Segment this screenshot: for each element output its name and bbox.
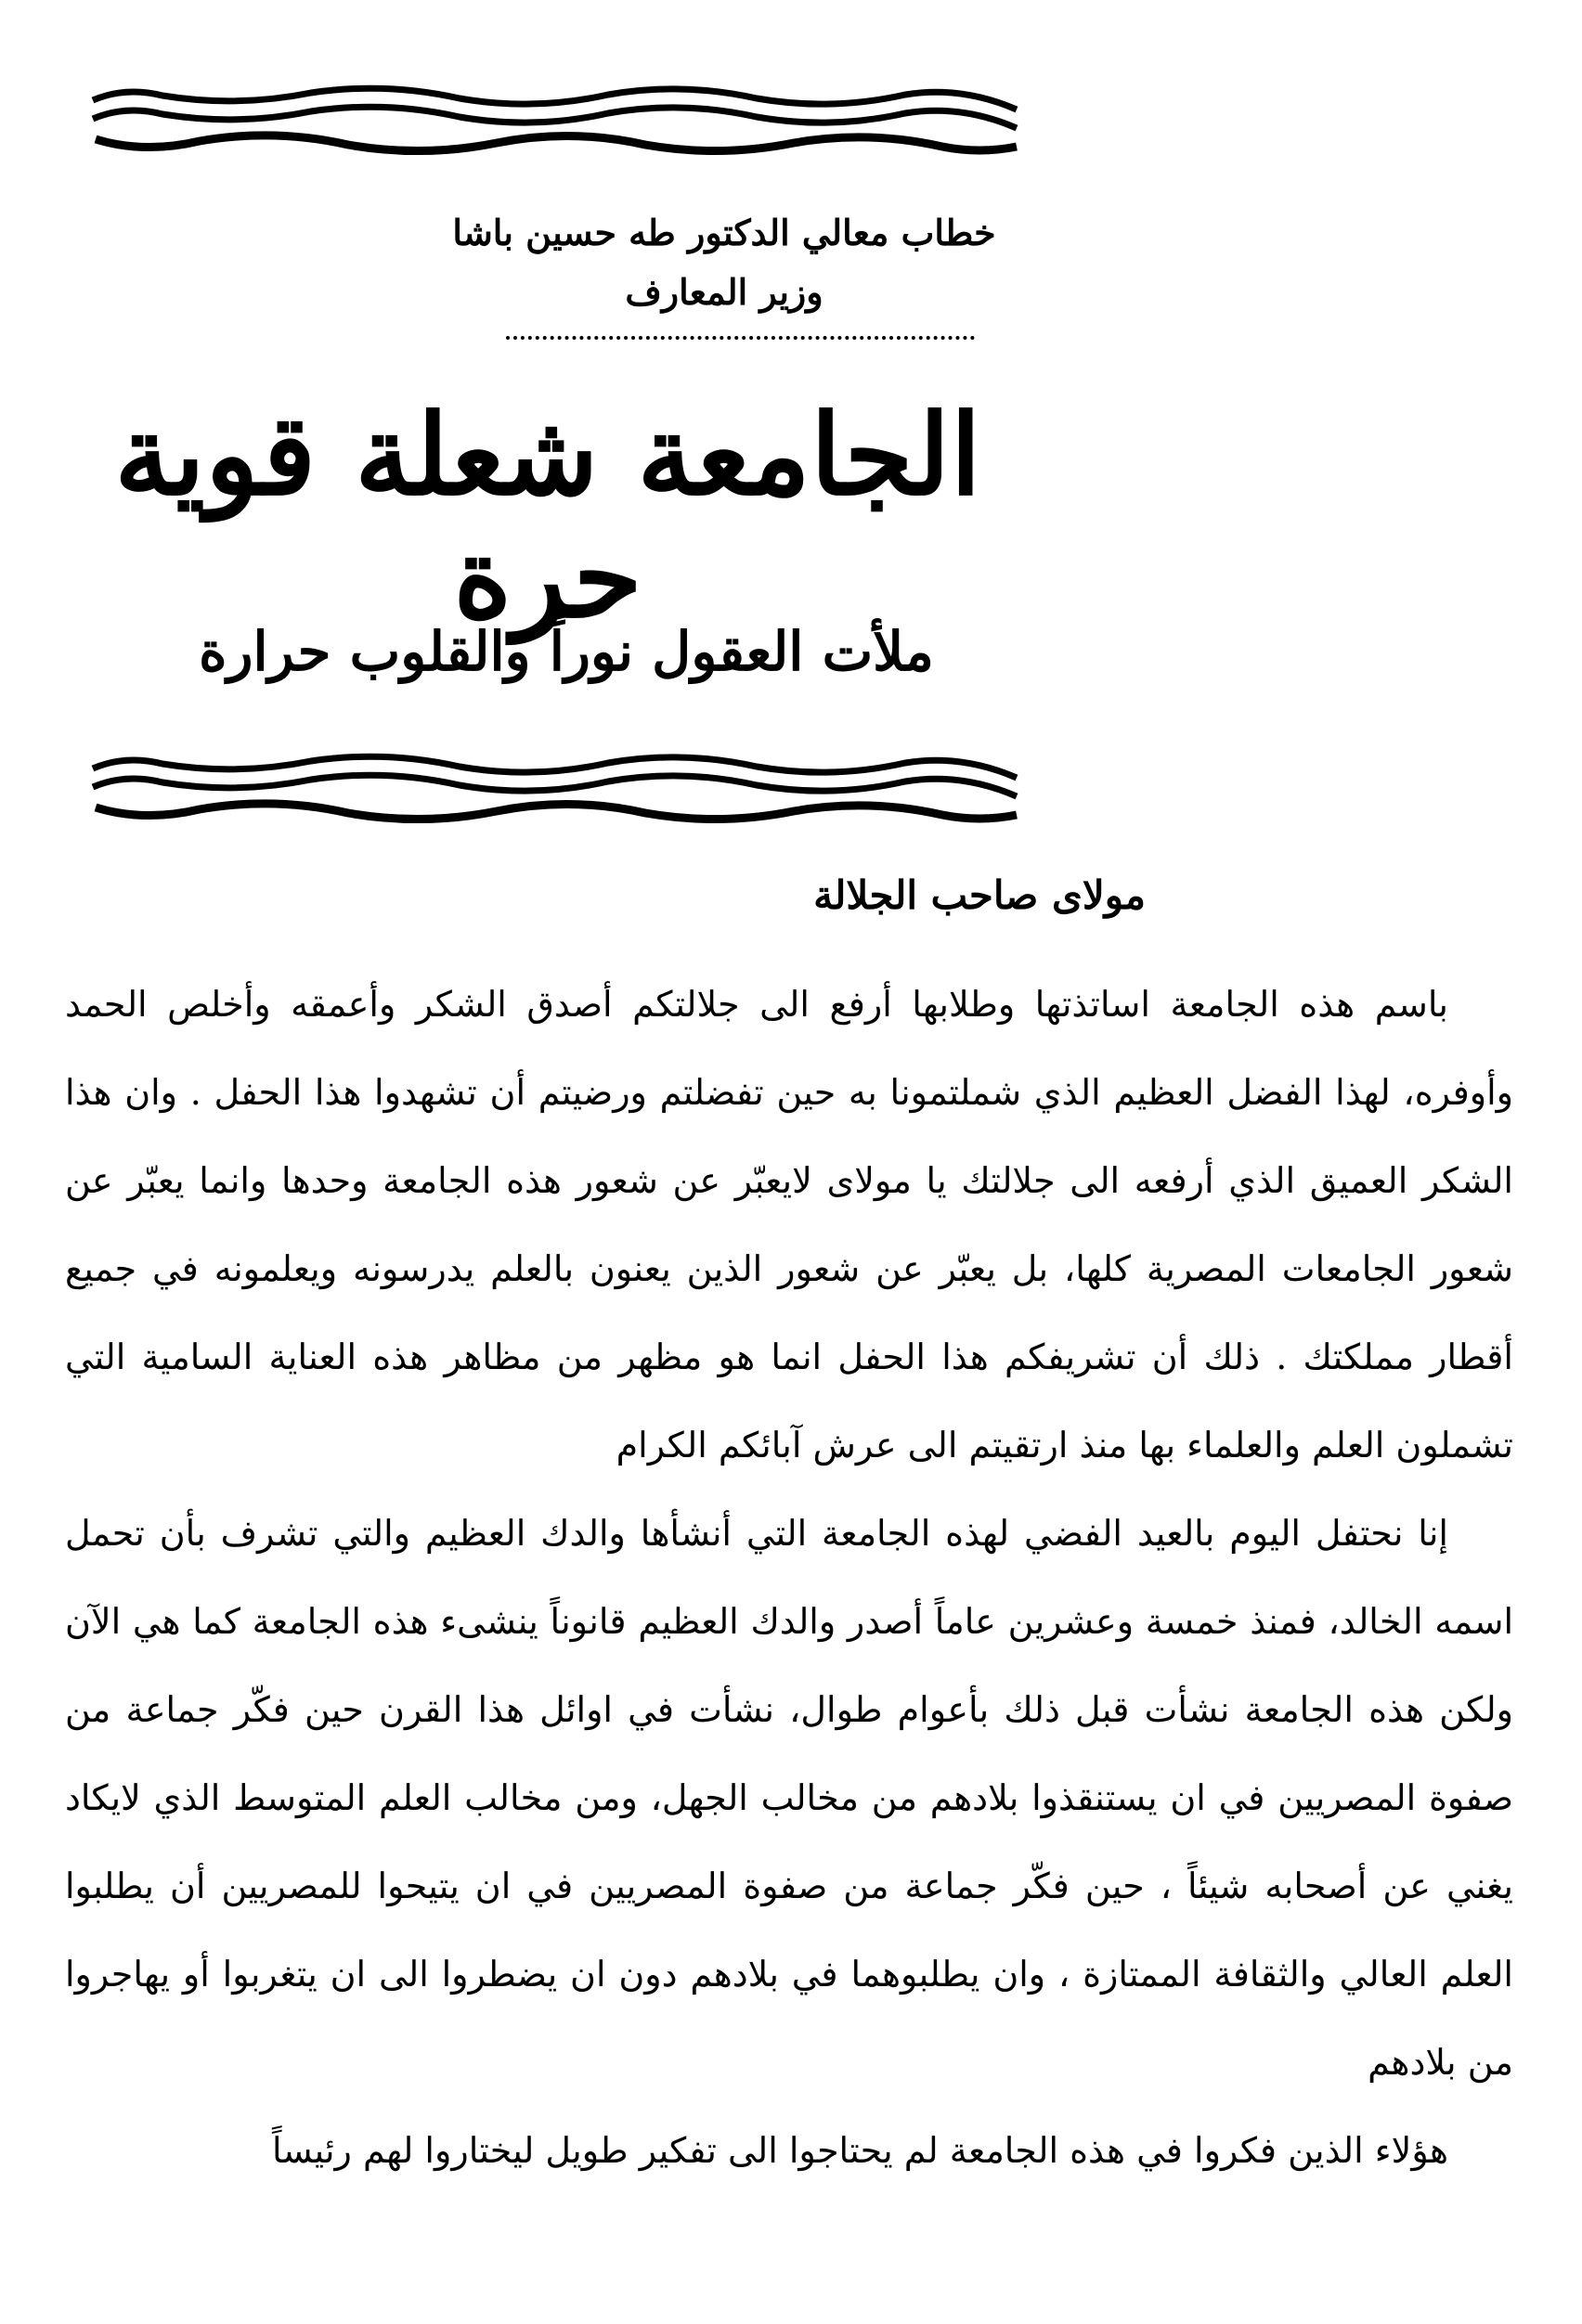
paragraph: هؤلاء الذين فكروا في هذه الجامعة لم يحتاجوا الى تفكير طويل ليختاروا لهم رئيساً (272, 2130, 1448, 2171)
speech-author-title: وزير المعارف (625, 271, 823, 313)
speech-body (65, 961, 1513, 2195)
bottom-ornament-border (88, 750, 1026, 833)
article-subheadline: ملأت العقول نوراً والقلوب حرارة (199, 620, 934, 683)
article-headline: الجامعة شعلة قوية حرة (114, 390, 981, 643)
top-ornament-border (88, 82, 1026, 165)
paragraph: إنا نحتفل اليوم بالعيد الفضي لهذه الجامعة التي أنشأها والدك العظيم والتي تشرف بأن تحمل اسمه الخالد، فمنذ خمسة وعشرين عاماً أصدر والدك العظيم قانوناً ينشىء هذه الجامعة كما هي الآن ولكن هذه الجامعة نشأت قبل ذلك بأعوام طوال، نشأت في اوائل هذا القرن حين فكّر جماعة من صفوة المصريين في ان يستنقذوا بلادهم من مخالب الجهل، ومن مخالب العلم المتوسط الذي لايكاد يغني عن أصحابه شيئاً ، حين فكّر جماعة من صفوة المصريين في ان يتيحوا للمصريين أن يطلبوا العلم العالي والثقافة الممتازة ، وان يطلبوهما في بلادهم دون ان يضطروا الى ان يتغربوا أو يهاجروا من بلادهم (65, 1513, 1513, 2083)
paragraph: باسم هذه الجامعة اساتذتها وطلابها أرفع الى جلالتكم أصدق الشكر وأعمقه وأخلص الحمد وأوفره، لهذا الفضل العظيم الذي شملتمونا به حين تفضلتم ورضيتم أن تشهدوا هذا الحفل . وان هذا الشكر العميق الذي أرفعه الى جلالتك يا مولاى لايعبّر عن شعور هذه الجامعة وحدها وانما يعبّر عن شعور الجامعات المصرية كلها، بل يعبّر عن شعور الذين يعنون بالعلم يدرسونه ويعلمونه في جميع أقطار مملكتك . ذلك أن تشريفكم هذا الحفل انما هو مظهر من مظاهر هذه العناية السامية التي تشملون العلم والعلماء بها منذ ارتقيتم الى عرش آبائكم الكرام (65, 984, 1513, 1465)
salutation: مولاى صاحب الجلالة (813, 872, 1146, 918)
speech-author-line: خطاب معالي الدكتور طه حسين باشا (452, 212, 996, 253)
dotted-divider (506, 336, 975, 340)
